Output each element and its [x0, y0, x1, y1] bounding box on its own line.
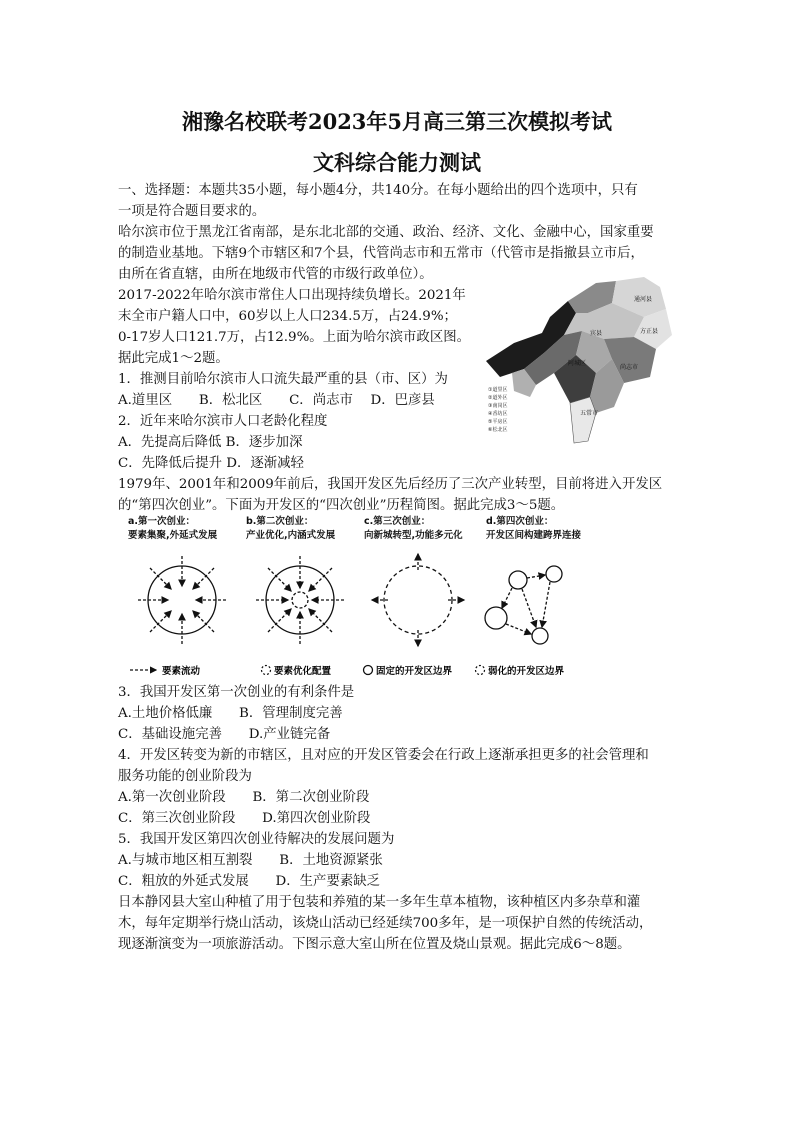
question-4-options: A.第一次创业阶段 B．第二次创业阶段	[118, 790, 370, 805]
question-4: 4．开发区转变为新的市辖区，且对应的开发区管委会在行政上逐渐承担更多的社会管理和	[118, 748, 649, 763]
stage-d-desc: 开发区间构建跨界连接	[486, 530, 582, 541]
map-legend-item: ③南岗区	[488, 403, 508, 409]
map-legend-item: ⑤平房区	[488, 419, 508, 425]
stage-b-figure	[256, 556, 344, 644]
map-label: 五常市	[580, 410, 599, 417]
map-legend-item: ④香坊区	[488, 411, 508, 417]
text-line: 由所在省直辖，由所在地级市代管的市级行政单位）。	[118, 267, 433, 282]
map-legend-item: ①道里区	[488, 387, 508, 393]
map-label: 方正县	[640, 328, 659, 335]
legend-flow: 要素流动	[162, 666, 201, 677]
text-line: 现逐渐演变为一项旅游活动。下图示意大室山所在位置及烧山景观。据此完成6～8题。	[118, 937, 631, 952]
legend-weak-boundary: 弱化的开发区边界	[488, 666, 565, 677]
map-label: 阿城区	[568, 360, 587, 367]
text-line: 一项是符合题目要求的。	[118, 204, 266, 219]
text-line: 末全市户籍人口中，60岁以上人口234.5万，占24.9%；	[118, 309, 457, 324]
question-3: 3．我国开发区第一次创业的有利条件是	[118, 685, 355, 700]
text-line: 0-17岁人口121.7万，占12.9%。上面为哈尔滨市政区图。	[118, 330, 470, 345]
stage-a-title: a.第一次创业：	[128, 516, 196, 527]
stage-c-title: c.第三次创业：	[364, 516, 431, 527]
question-1: 1．推测目前哈尔滨市人口流失最严重的县（市、区）为	[118, 372, 448, 387]
question-4-options: C．第三次创业阶段 D.第四次创业阶段	[118, 811, 371, 826]
question-2: 2．近年来哈尔滨市人口老龄化程度	[118, 414, 328, 429]
stage-a-desc: 要素集聚,外延式发展	[128, 530, 218, 541]
exam-subtitle: 文科综合能力测试	[313, 150, 481, 175]
question-5-options: C．粗放的外延式发展 D．生产要素缺乏	[118, 874, 381, 889]
stage-a-figure	[138, 556, 226, 644]
text-line: 据此完成1～2题。	[118, 351, 229, 366]
stage-c-desc: 向新城转型,功能多元化	[364, 530, 463, 541]
text-line: 日本静冈县大室山种植了用于包装和养殖的某一多年生草本植物，该种植区内多杂草和灌	[118, 895, 641, 910]
map-legend-item: ⑥松北区	[488, 427, 508, 433]
map-legend-item: ②道外区	[488, 395, 508, 401]
map-label: 通河县	[634, 296, 653, 303]
stage-d-figure	[485, 566, 562, 644]
stage-d-title: d.第四次创业：	[486, 516, 554, 527]
stage-b-desc: 产业优化,内涵式发展	[246, 530, 336, 541]
stage-c-figure	[372, 554, 464, 646]
question-4: 服务功能的创业阶段为	[118, 769, 252, 784]
text-line: 1979年、2001年和2009年前后，我国开发区先后经历了三次产业转型，目前将进入开发区	[118, 477, 663, 492]
question-5: 5．我国开发区第四次创业待解决的发展问题为	[118, 832, 395, 847]
stage-b-title: b.第二次创业：	[246, 516, 314, 527]
text-line: 的制造业基地。下辖9个市辖区和7个县，代管尚志市和五常市（代管市是指撤县立市后，	[118, 246, 644, 261]
harbin-district-map	[484, 273, 674, 445]
question-2-options: C．先降低后提升 D．逐渐减轻	[118, 456, 304, 471]
map-label: 尚志市	[620, 364, 639, 371]
text-line: 木，每年定期举行烧山活动，该烧山活动已经延续700多年，是一项保护自然的传统活动，	[118, 916, 653, 931]
exam-title: 湘豫名校联考2023年5月高三第三次模拟考试	[181, 109, 613, 134]
text-line: 一、选择题：本题共35小题，每小题4分，共140分。在每小题给出的四个选项中，只有	[118, 183, 638, 198]
question-1-options: A.道里区 B．松北区 C．尚志市 D．巴彦县	[118, 393, 435, 408]
text-line: 2017-2022年哈尔滨市常住人口出现持续负增长。2021年	[118, 288, 466, 303]
diagram-legend	[130, 665, 565, 677]
four-stage-diagram	[120, 514, 618, 680]
legend-fixed-boundary: 固定的开发区边界	[376, 666, 453, 677]
question-3-options: C．基础设施完善 D.产业链完备	[118, 727, 331, 742]
text-line: 的“第四次创业”。下面为开发区的“四次创业”历程简图。据此完成3～5题。	[118, 498, 565, 513]
text-line: 哈尔滨市位于黑龙江省南部，是东北北部的交通、政治、经济、文化、金融中心，国家重要	[118, 225, 654, 240]
question-5-options: A.与城市地区相互割裂 B．土地资源紧张	[118, 853, 383, 868]
question-3-options: A.土地价格低廉 B．管理制度完善	[118, 706, 343, 721]
map-label: 宾县	[590, 330, 603, 337]
legend-optimize: 要素优化配置	[274, 666, 332, 677]
question-2-options: A．先提高后降低 B．逐步加深	[118, 435, 303, 450]
